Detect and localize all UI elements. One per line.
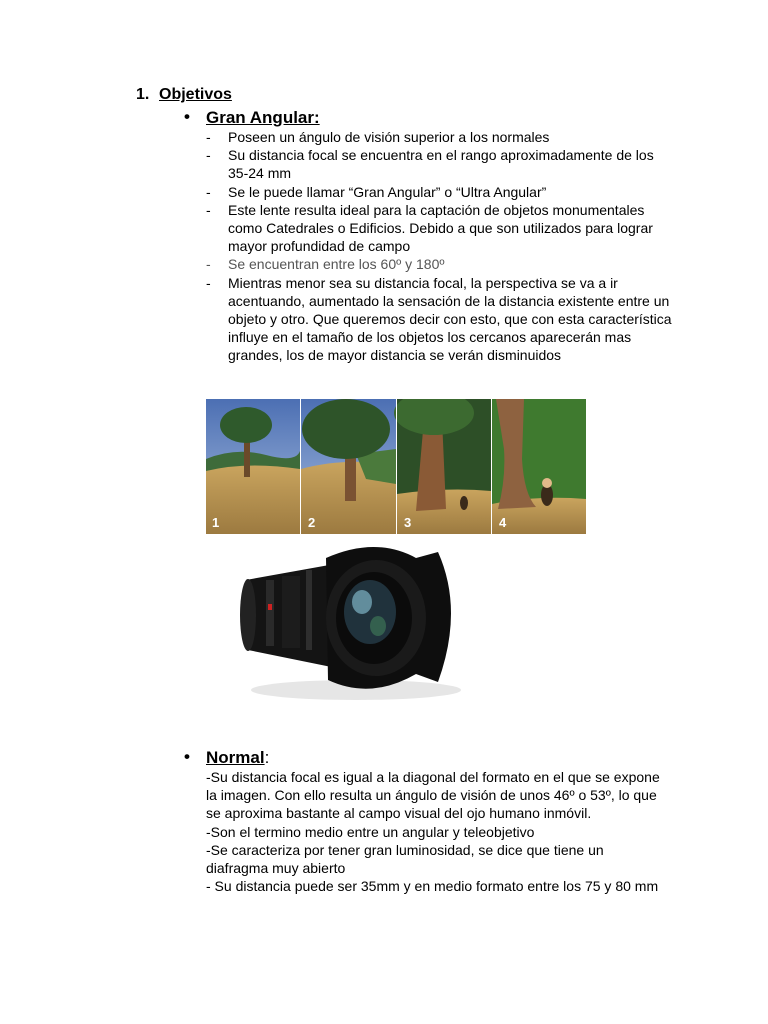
wide-angle-lens-photo (206, 540, 480, 712)
paragraph: - Su distancia puede ser 35mm y en medio formato entre los 75 y 80 mm (206, 878, 659, 895)
photo-panel-4 (492, 399, 586, 534)
photo-panel-2 (301, 399, 396, 534)
subsection-heading-normal (184, 747, 270, 768)
subsection-heading-gran-angular (184, 107, 320, 128)
section-title: Objetivos (159, 86, 232, 103)
tree-photo-strip (206, 399, 586, 534)
section-heading (136, 86, 232, 104)
bullet-icon: • (184, 107, 190, 126)
list-item-text: Mientras menor sea su distancia focal, la perspectiva se va a ir acentuando, aumentado la sensación de la distancia existente entre un objeto y otro. Que queremos decir con esto, que con esta característica influye en el tamaño de los objetos los cercanos aparecerán mas grandes, los de mayor distancia se verán disminuidos (228, 274, 672, 364)
photo-label-1: 1 (212, 515, 220, 530)
photo-label-4: 4 (499, 515, 507, 530)
list-item-text: Su distancia focal se encuentra en el rango aproximadamente de los 35-24 mm (228, 147, 654, 182)
photo-label-3: 3 (404, 515, 412, 530)
photo-panel-3 (394, 399, 491, 534)
list-item (206, 201, 676, 256)
normal-description (206, 768, 666, 895)
section-number: 1. (136, 86, 150, 103)
list-item-text: Se le puede llamar “Gran Angular” o “Ultra Angular” (228, 183, 547, 200)
photo-panel-1 (206, 399, 300, 534)
paragraph: -Son el termino medio entre un angular y teleobjetivo (206, 823, 535, 840)
dash-icon: - (206, 274, 211, 291)
list-item-text: Se encuentran entre los 60º y 180º (228, 256, 445, 273)
paragraph: -Su distancia focal es igual a la diagonal del formato en el que se expone la imagen. Con ello resulta un ángulo de visión de unos 46º o 53º, lo que se aproxima bastante al campo visual del ojo humano inmóvil. (206, 769, 660, 822)
gran-angular-list (206, 128, 676, 365)
list-item-text: Este lente resulta ideal para la captación de objetos monumentales como Catedrales o Edificios. Debido a que son utilizados para lograr mayor profundidad de campo (228, 201, 653, 255)
list-item (206, 274, 676, 365)
normal-title: Normal (206, 748, 265, 767)
paragraph: -Se caracteriza por tener gran luminosidad, se dice que tiene un diafragma muy abierto (206, 841, 604, 877)
dash-icon: - (206, 129, 211, 145)
photo-label-2: 2 (308, 515, 316, 530)
list-item (206, 255, 676, 273)
dash-icon: - (206, 201, 211, 218)
list-item (206, 146, 676, 182)
list-item (206, 128, 676, 146)
dash-icon: - (206, 147, 211, 164)
normal-title-colon: : (264, 748, 270, 767)
dash-icon: - (206, 183, 211, 200)
list-item-text: Poseen un ángulo de visión superior a los normales (228, 129, 550, 145)
dash-icon: - (206, 256, 211, 273)
bullet-icon: • (184, 747, 190, 766)
gran-angular-title: Gran Angular: (206, 108, 320, 127)
list-item (206, 183, 676, 201)
